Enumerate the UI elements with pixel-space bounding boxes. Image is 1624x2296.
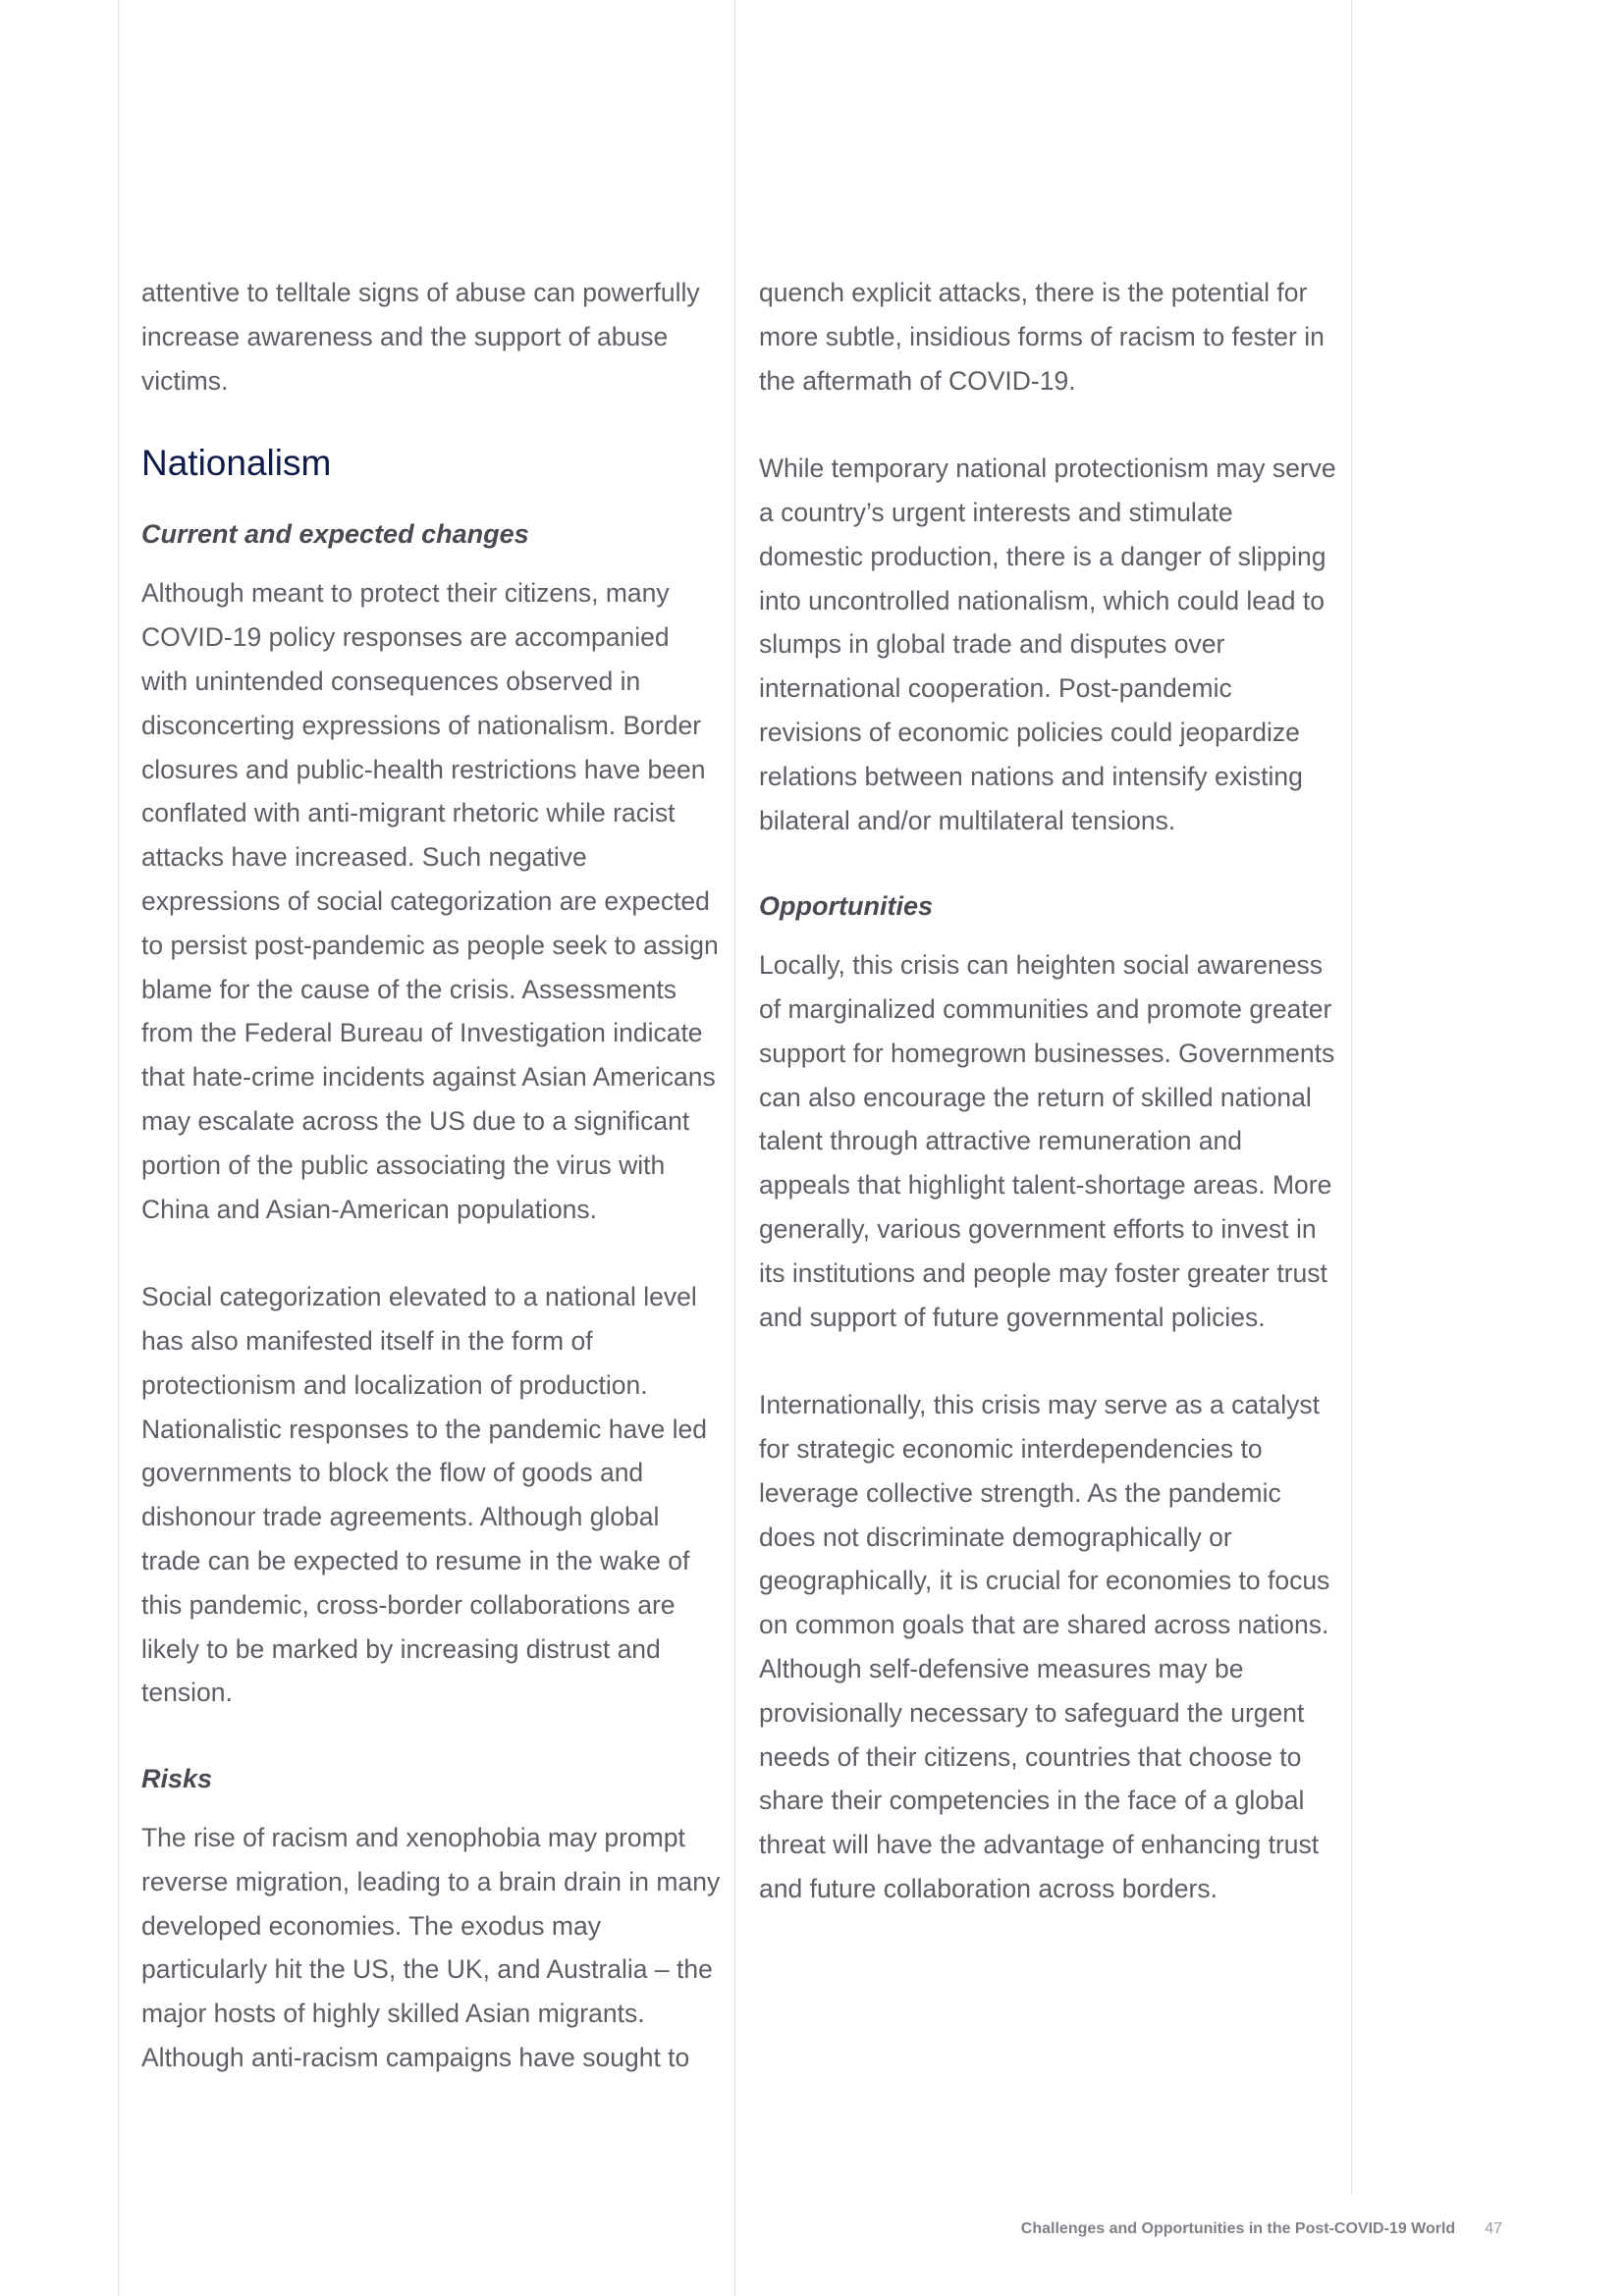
paragraph-spacer	[759, 402, 1338, 447]
paragraph-spacer	[141, 1231, 721, 1275]
paragraph-spacer	[759, 1339, 1338, 1383]
intro-paragraph: attentive to telltale signs of abuse can powerfully increase awareness and the support of abuse victims.	[141, 278, 700, 396]
opportunities-heading: Opportunities	[759, 891, 933, 922]
risks-paragraph-1-continued: quench explicit attacks, there is the potential for more subtle, insidious forms of racism to fester in the aftermath of COVID-19.	[759, 278, 1325, 396]
footer-title: Challenges and Opportunities in the Post-COVID-19 World	[1020, 2220, 1456, 2237]
page-number: 47	[1485, 2220, 1502, 2237]
column-rule-middle	[734, 0, 735, 2296]
risks-paragraph-1: The rise of racism and xenophobia may prompt reverse migration, leading to a brain drain in many developed economies. The exodus may particularly hit the US, the UK, and Australia – the major hosts of highly skilled Asian migrants. Although anti-racism campaigns have sought to	[141, 1822, 721, 2072]
risks-paragraph-2: While temporary national protectionism may serve a country’s urgent interests and stimulate domestic production, there is a danger of slipping into uncontrolled nationalism, which could lead to slumps in global trade and disputes over international cooperation. Post-pandemic revisions of economic policies could jeopardize relations between nations and intensify existing bilateral and/or multilateral tensions.	[759, 454, 1336, 835]
paragraph-spacer	[759, 842, 1338, 886]
current-changes-paragraph-1: Although meant to protect their citizens, many COVID-19 policy responses are accompanied with unintended consequences observed in disconcerting expressions of nationalism. Border closures and public-health restrictions have been conflated with anti-migrant rhetoric while racist attacks have increased. Such negative expressions of social categorization are expected to persist post-pandemic as people seek to assign blame for the cause of the crisis. Assessments from the Federal Bureau of Investigation indicate that hate-crime incidents against Asian Americans may escalate across the US due to a significant portion of the public associating the virus with China and Asian-American populations.	[141, 578, 719, 1224]
left-column	[141, 271, 721, 2080]
opportunities-paragraph-1: Locally, this crisis can heighten social awareness of marginalized communities and promote greater support for homegrown businesses. Governments can also encourage the return of skilled national talent through attractive remuneration and appeals that highlight talent-shortage areas. More generally, various government efforts to invest in its institutions and people may foster greater trust and support of future governmental policies.	[759, 950, 1335, 1332]
column-rule-left	[118, 0, 119, 2296]
opportunities-paragraph-2: Internationally, this crisis may serve as a catalyst for strategic economic interdependencies to leverage collective strength. As the pandemic does not discriminate demographically or geographically, it is crucial for economies to focus on common goals that are shared across nations. Although self-defensive measures may be provisionally necessary to safeguard the urgent needs of their citizens, countries that choose to share their competencies in the face of a global threat will have the advantage of enhancing trust and future collaboration across borders.	[759, 1390, 1330, 1903]
risks-heading: Risks	[141, 1763, 213, 1793]
current-changes-paragraph-2: Social categorization elevated to a national level has also manifested itself in the form of protectionism and localization of production. Nationalistic responses to the pandemic have led governments to block the flow of goods and dishonour trade agreements. Although global trade can be expected to resume in the wake of this pandemic, cross-border collaborations are likely to be marked by increasing distrust and tension.	[141, 1282, 707, 1708]
page-footer	[1021, 2220, 1502, 2238]
right-column	[759, 271, 1338, 1911]
paragraph-spacer	[141, 1715, 721, 1759]
current-changes-heading: Current and expected changes	[141, 519, 529, 550]
column-rule-right	[1351, 0, 1352, 2194]
section-title: Nationalism	[141, 443, 332, 484]
